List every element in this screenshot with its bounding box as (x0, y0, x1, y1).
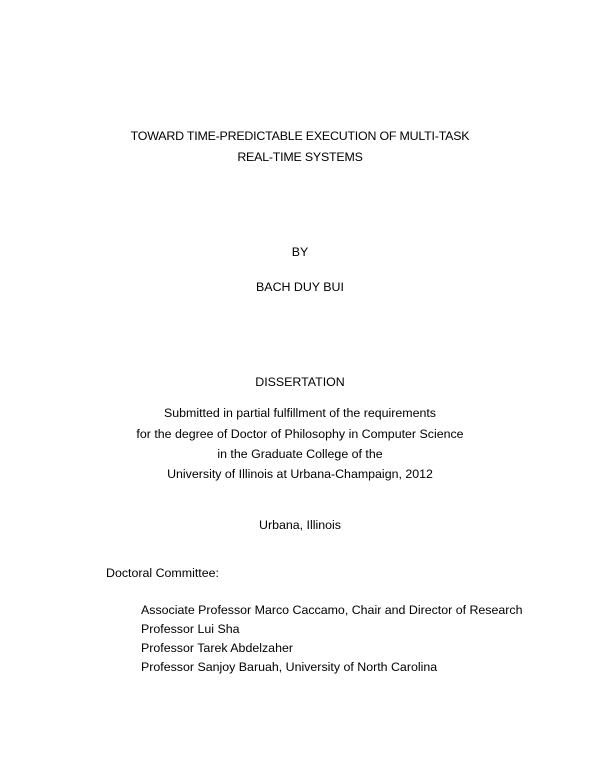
submission-line-4: University of Illinois at Urbana-Champaign, 2012 (167, 467, 433, 481)
by-label: BY (291, 245, 309, 259)
committee-member: Professor Sanjoy Baruah, University of North Carolina (141, 660, 438, 674)
document-type: DISSERTATION (255, 375, 345, 389)
location: Urbana, Illinois (259, 518, 341, 532)
title-line-1: TOWARD TIME-PREDICTABLE EXECUTION OF MULTI-TASK (130, 129, 470, 143)
submission-line-3: in the Graduate College of the (217, 447, 383, 461)
committee-member: Associate Professor Marco Caccamo, Chair and Director of Research (141, 603, 523, 617)
committee-member: Professor Tarek Abdelzaher (141, 641, 293, 655)
committee-heading: Doctoral Committee: (106, 566, 219, 580)
submission-line-1: Submitted in partial fulfillment of the requirements (163, 406, 437, 420)
committee-member: Professor Lui Sha (141, 622, 240, 636)
author-name: BACH DUY BUI (256, 280, 344, 294)
title-line-2: REAL-TIME SYSTEMS (237, 150, 363, 164)
submission-line-2: for the degree of Doctor of Philosophy in Computer Science (136, 427, 464, 441)
